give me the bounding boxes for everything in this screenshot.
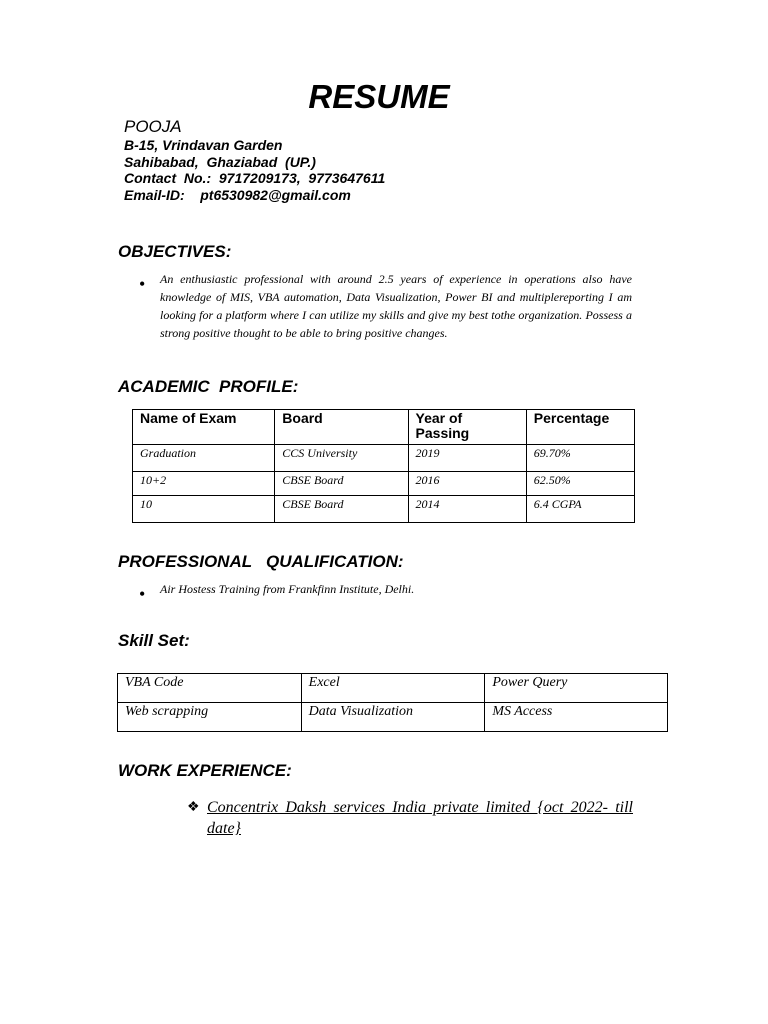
skills-table xyxy=(117,673,668,732)
table-cell: VBA Code xyxy=(118,674,302,703)
table-header-row xyxy=(133,410,635,445)
table-cell: CBSE Board xyxy=(275,496,408,523)
table-cell: 10 xyxy=(133,496,275,523)
table-header-cell: Percentage xyxy=(526,410,634,445)
table-row xyxy=(118,674,668,703)
resume-title: RESUME xyxy=(308,78,450,115)
table-header-cell: Board xyxy=(275,410,408,445)
diamond-bullet-icon: ❖ xyxy=(187,798,200,814)
table-cell: 2016 xyxy=(408,472,526,496)
table-cell: Excel xyxy=(301,674,485,703)
contact-email: Email-ID: pt6530982@gmail.com xyxy=(124,187,351,203)
table-cell: 2019 xyxy=(408,445,526,472)
academic-heading: ACADEMIC PROFILE: xyxy=(118,377,299,396)
table-header-cell: Year of Passing xyxy=(408,410,526,445)
table-row xyxy=(133,496,635,523)
table-cell: Data Visualization xyxy=(301,703,485,732)
objectives-heading: OBJECTIVES: xyxy=(118,242,232,261)
address-line-2: Sahibabad, Ghaziabad (UP.) xyxy=(124,154,316,170)
bullet-icon: • xyxy=(139,584,146,604)
table-cell: 6.4 CGPA xyxy=(526,496,634,523)
candidate-name: POOJA xyxy=(124,117,182,136)
objectives-text: An enthusiastic professional with around 2.5 years of experience in operations also have knowledge of MIS, VBA automation, Data Visualization, Power BI and multiplereporting I am looking for a platform where I can utilize my skills and give my best tothe organization. Possess a strong positive thought to be able to bring positive changes. xyxy=(160,272,632,340)
table-cell: 69.70% xyxy=(526,445,634,472)
table-cell: 2014 xyxy=(408,496,526,523)
table-cell: 10+2 xyxy=(133,472,275,496)
bullet-icon: • xyxy=(139,274,146,294)
table-cell: Power Query xyxy=(485,674,668,703)
table-row xyxy=(133,445,635,472)
table-cell: Web scrapping xyxy=(118,703,302,732)
table-cell: CBSE Board xyxy=(275,472,408,496)
skills-heading: Skill Set: xyxy=(118,631,190,650)
table-row xyxy=(118,703,668,732)
table-cell: 62.50% xyxy=(526,472,634,496)
table-row xyxy=(133,472,635,496)
work-heading: WORK EXPERIENCE: xyxy=(118,761,292,780)
table-cell: CCS University xyxy=(275,445,408,472)
table-header-cell: Name of Exam xyxy=(133,410,275,445)
work-experience-text: Concentrix Daksh services India private limited {oct 2022- till date} xyxy=(207,799,633,837)
table-cell: Graduation xyxy=(133,445,275,472)
address-line-1: B-15, Vrindavan Garden xyxy=(124,137,283,153)
professional-text: Air Hostess Training from Frankfinn Institute, Delhi. xyxy=(160,582,415,596)
academic-table xyxy=(132,409,635,523)
table-cell: MS Access xyxy=(485,703,668,732)
contact-phone: Contact No.: 9717209173, 9773647611 xyxy=(124,170,386,186)
professional-heading: PROFESSIONAL QUALIFICATION: xyxy=(118,552,404,571)
